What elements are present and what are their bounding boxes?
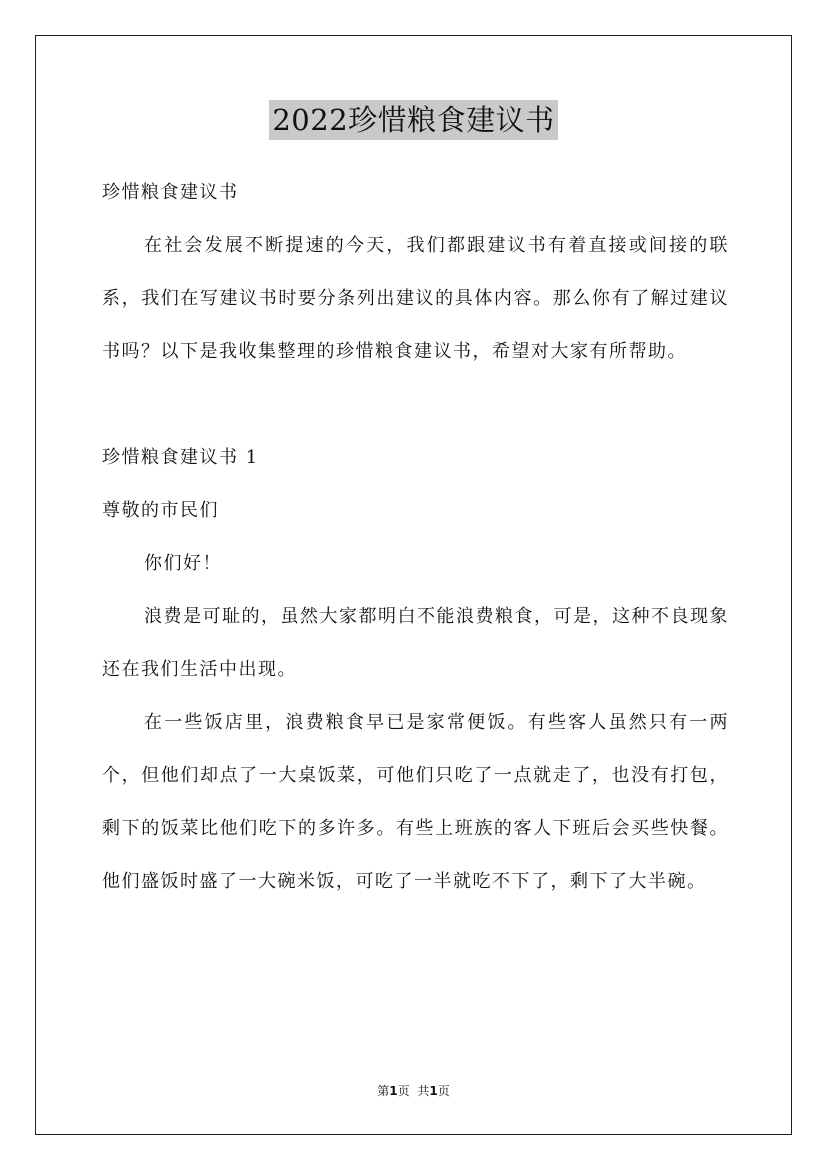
- page-suffix: 页: [397, 1084, 410, 1098]
- section-heading: 珍惜粮食建议书 1: [102, 447, 259, 468]
- total-pages: 1: [429, 1084, 438, 1098]
- page-number: 1: [389, 1084, 398, 1098]
- body-paragraph: 在一些饭店里，浪费粮食早已是家常便饭。有些客人虽然只有一两个，但他们却点了一大桌饭菜，可他们只吃了一点就走了，也没有打包，剩下的饭菜比他们吃下的多许多。有些上班族的客人下班后会买些快餐。他们盛饭时盛了一大碗米饭，可吃了一半就吃不下了，剩下了大半碗。: [102, 712, 729, 892]
- title-container: [0, 100, 827, 140]
- intro-paragraph: 在社会发展不断提速的今天，我们都跟建议书有着直接或间接的联系，我们在写建议书时要分条列出建议的具体内容。那么你有了解过建议书吗？以下是我收集整理的珍惜粮食建议书，希望对大家有所帮助。: [102, 235, 729, 362]
- body-paragraph: 浪费是可耻的，虽然大家都明白不能浪费粮食，可是，这种不良现象还在我们生活中出现。: [102, 606, 729, 680]
- document-body: [102, 166, 729, 908]
- blank-line: [102, 378, 729, 431]
- salutation: 尊敬的市民们: [102, 500, 219, 521]
- page-footer: [0, 1083, 827, 1099]
- page-prefix: 第: [377, 1084, 390, 1098]
- document-title: 2022珍惜粮食建议书: [269, 100, 557, 140]
- total-prefix: 共: [417, 1084, 430, 1098]
- total-suffix: 页: [437, 1084, 450, 1098]
- greeting: 你们好！: [144, 553, 222, 574]
- document-subtitle: 珍惜粮食建议书: [102, 182, 239, 203]
